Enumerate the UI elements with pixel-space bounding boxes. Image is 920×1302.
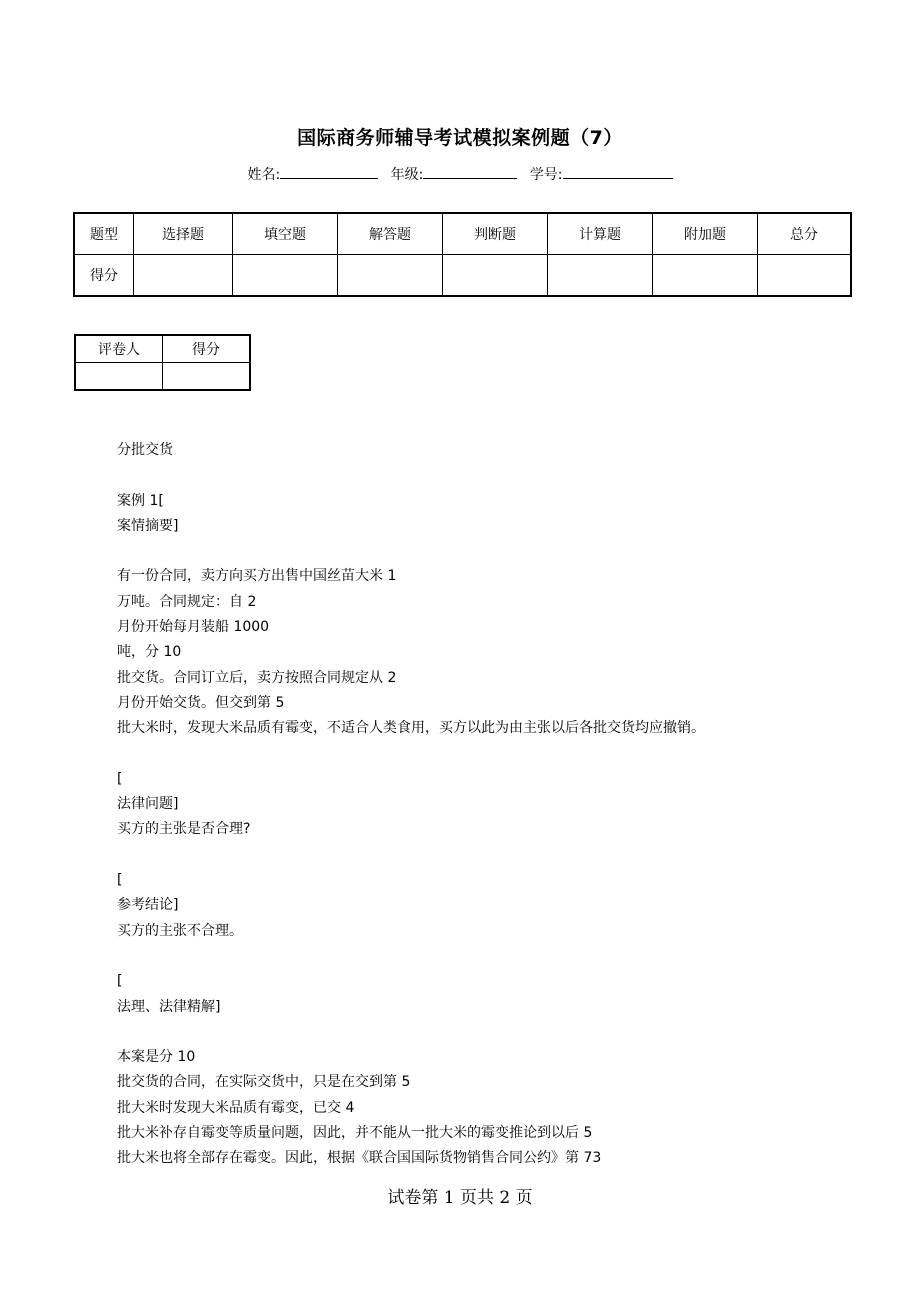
body-line: [ xyxy=(117,872,123,889)
grade-field[interactable] xyxy=(391,164,518,184)
score-table-score-row xyxy=(74,255,851,297)
score-cell-answer[interactable] xyxy=(338,255,443,297)
score-cell-judge[interactable] xyxy=(443,255,548,297)
header-cell-fill: 填空题 xyxy=(233,213,338,255)
grade-label: 年级: xyxy=(390,167,424,183)
grader-table-value-row xyxy=(75,363,250,391)
score-cell-total[interactable] xyxy=(758,255,852,297)
page-footer: 试卷第 1 页共 2 页 xyxy=(387,1188,533,1208)
body-line: 本案是分 10 xyxy=(117,1049,196,1066)
header-cell-answer: 解答题 xyxy=(338,213,443,255)
score-cell-choice[interactable] xyxy=(134,255,233,297)
body-line: [ xyxy=(117,770,123,787)
score-cell-fill[interactable] xyxy=(233,255,338,297)
body-line: 吨，分 10 xyxy=(117,644,182,661)
id-label: 学号: xyxy=(529,167,563,183)
body-line: 批大米时，发现大米品质有霉变，不适合人类食用，买方以此为由主张以后各批交货均应撤销。 xyxy=(117,720,705,737)
score-table-header-row xyxy=(74,213,851,255)
body-line xyxy=(117,944,857,969)
body-line xyxy=(117,539,857,564)
body-line: 批大米也将全部存在霉变。因此，根据《联合国国际货物销售合同公约》第 73 xyxy=(117,1150,602,1167)
body-line: 案例 1[ xyxy=(117,492,164,509)
body-line xyxy=(117,843,857,868)
id-blank[interactable] xyxy=(563,164,673,179)
grade-blank[interactable] xyxy=(423,164,517,179)
score-row-label: 得分 xyxy=(74,255,134,297)
name-field[interactable] xyxy=(247,164,378,184)
body-line: 月份开始交货。但交到第 5 xyxy=(117,694,285,711)
grader-cell-reviewer[interactable] xyxy=(75,363,163,391)
body-line: 批交货。合同订立后，卖方按照合同规定从 2 xyxy=(117,669,397,686)
name-blank[interactable] xyxy=(280,164,378,179)
grader-header-score: 得分 xyxy=(163,335,251,363)
body-line xyxy=(117,1020,857,1045)
body-line xyxy=(117,463,857,488)
body-line: 法律问题] xyxy=(117,796,179,813)
header-cell-judge: 判断题 xyxy=(443,213,548,255)
body-line: 买方的主张是否合理? xyxy=(117,821,251,838)
header-cell-total: 总分 xyxy=(758,213,852,255)
body-line: 批大米时发现大米品质有霉变，已交 4 xyxy=(117,1099,355,1116)
body-line: 万吨。合同规定：自 2 xyxy=(117,593,257,610)
case-body-text xyxy=(117,438,857,1172)
name-label: 姓名: xyxy=(247,167,281,183)
page-title: 国际商务师辅导考试模拟案例题（7） xyxy=(297,127,623,149)
header-cell-type: 题型 xyxy=(74,213,134,255)
body-line: 批交货的合同，在实际交货中，只是在交到第 5 xyxy=(117,1074,411,1091)
header-cell-extra: 附加题 xyxy=(653,213,758,255)
grader-table-header-row xyxy=(75,335,250,363)
grader-table xyxy=(74,334,251,391)
score-table xyxy=(73,212,852,297)
grader-header-reviewer: 评卷人 xyxy=(75,335,163,363)
score-cell-extra[interactable] xyxy=(653,255,758,297)
body-line: [ xyxy=(117,973,123,990)
body-line: 买方的主张不合理。 xyxy=(117,922,243,939)
id-field[interactable] xyxy=(530,164,673,184)
grader-cell-score[interactable] xyxy=(163,363,251,391)
body-line: 月份开始每月装船 1000 xyxy=(117,619,270,636)
body-line: 有一份合同，卖方向买方出售中国丝苗大米 1 xyxy=(117,568,397,585)
header-cell-choice: 选择题 xyxy=(134,213,233,255)
body-line: 案情摘要] xyxy=(117,517,179,534)
score-cell-calc[interactable] xyxy=(548,255,653,297)
body-line xyxy=(117,742,857,767)
body-line: 参考结论] xyxy=(117,897,179,914)
body-line: 批大米补存自霉变等质量问题，因此，并不能从一批大米的霉变推论到以后 5 xyxy=(117,1125,593,1142)
header-cell-calc: 计算题 xyxy=(548,213,653,255)
body-line: 法理、法律精解] xyxy=(117,998,221,1015)
student-info-row xyxy=(0,164,920,184)
body-line: 分批交货 xyxy=(117,442,173,458)
